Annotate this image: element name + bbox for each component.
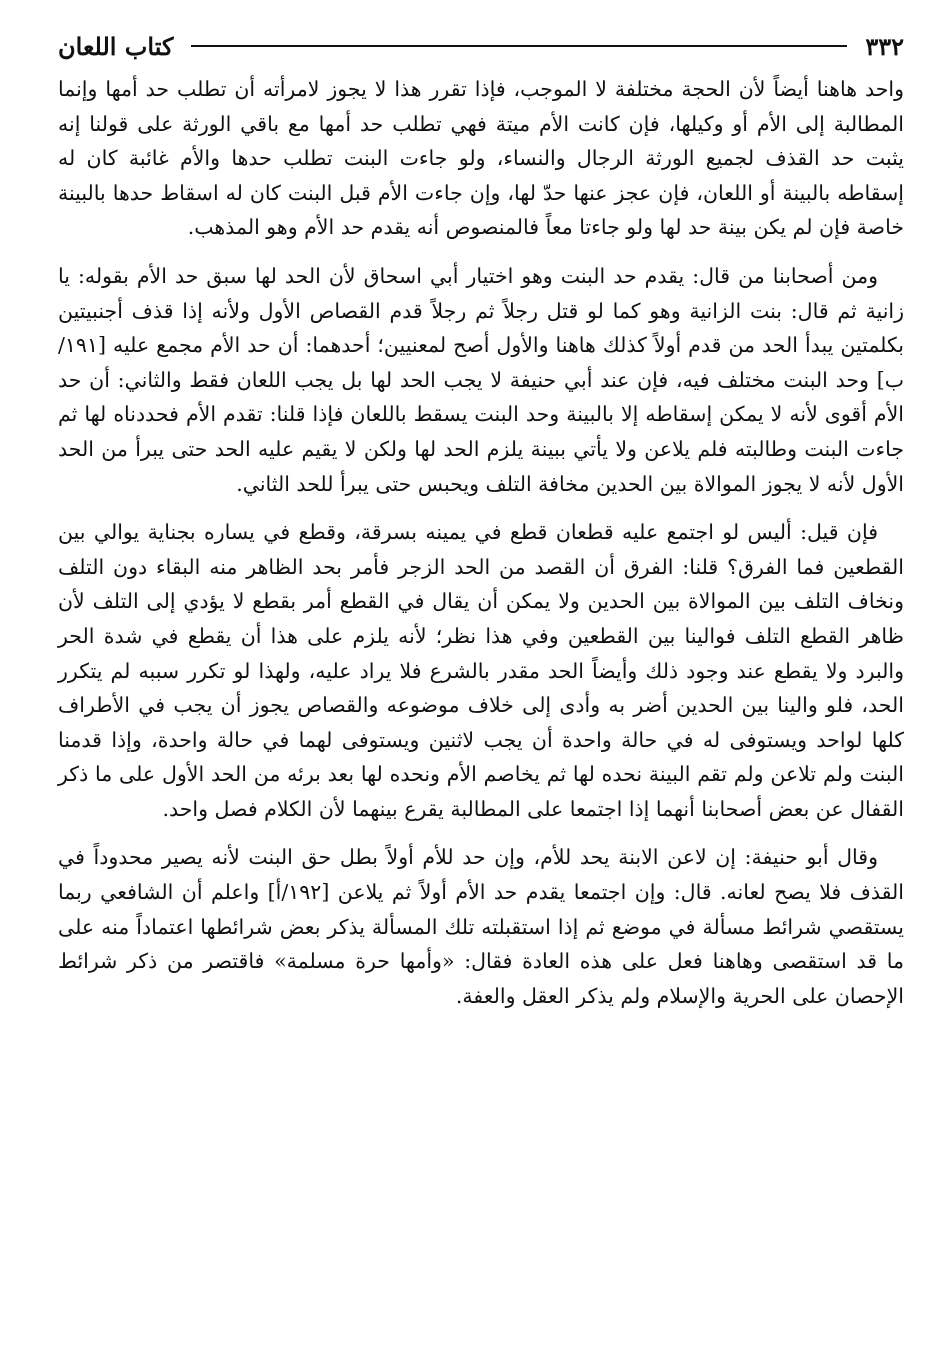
running-title: كتاب اللعان: [58, 31, 174, 61]
header-rule: [191, 45, 847, 47]
page-number: ٣٣٢: [865, 31, 904, 61]
paragraph-1: واحد هاهنا أيضاً لأن الحجة مختلفة لا الموجب، فإذا تقرر هذا لا يجوز لامرأته أن تطلب حد أمها وإنما المطالبة إلى الأم أو وكيلها، فإن كانت الأم ميتة فهي تطلب حد أمها مع باقي الورثة على قولنا إنه يثبت حد القذف لجميع الورثة الرجال والنساء، ولو جاءت البنت تطلب حدها والأم غائبة كان له إسقاطه بالبينة أو اللعان، فإن عجز عنها حدّ لها، وإن جاءت الأم قبل البنت كان له اسقاط حدها بالبينة خاصة فإن لم يكن بينة حد لها ولو جاءتا معاً فالمنصوص أنه يقدم حد الأم وهو المذهب.: [58, 77, 904, 240]
page-body: [58, 72, 904, 1013]
book-page: [58, 26, 904, 1356]
paragraph-4: وقال أبو حنيفة: إن لاعن الابنة يحد للأم، وإن حد للأم أولاً بطل حق البنت لأنه يصير محدوداً في القذف فلا يصح لعانه. قال: وإن اجتمعا يقدم حد الأم أولاً ثم يلاعن [١٩٢/أ] واعلم أن الشافعي ربما يستقصي شرائط مسألة في موضع ثم إذا استقبلته تلك المسألة يذكر بعض شرائطها اعتماداً منه على ما قد استقصى وهاهنا فعل على هذه العادة فقال: «وأمها حرة مسلمة» فاقتصر من ذكر شرائط الإحصان على الحرية والإسلام ولم يذكر العقل والعفة.: [58, 845, 904, 1008]
paragraph-3: فإن قيل: أليس لو اجتمع عليه قطعان قطع في يمينه بسرقة، وقطع في يساره بجناية يوالي بين القطعين فما الفرق؟ قلنا: الفرق أن القصد من الحد الزجر فأمر بحد الظاهر منه البقاء دون التلف ونخاف التلف بين الموالاة بين الحدين ولا يمكن أن يقال في القطع أمر بقطع لا يؤدي إلى التلف لأن ظاهر القطع التلف فوالينا بين القطعين وفي هذا نظر؛ لأنه يلزم على هذا أن يقطع في شدة الحر والبرد ولا يقطع عند وجود ذلك وأيضاً الحد مقدر بالشرع فلا يراد عليه، ولهذا لو تكرر سببه لم يتكرر الحد، فلو والينا بين الحدين أضر به وأدى إلى خلاف موضوعه والقصاص يجوز أن يجب في الأطراف كلها لواحد ويستوفى له في حالة واحدة أن يجب لاثنين ويستوفى لهما في حالة واحدة، وإذا قدمنا البنت ولم تلاعن ولم تقم البينة نحده لها ثم يخاصم الأم ونحده لها بعد برئه من الحد الأول على ما ذكر القفال عن بعض أصحابنا أنهما إذا اجتمعا على المطالبة يقرع بينهما لأن الكلام فصل واحد.: [58, 520, 904, 821]
page-header: [58, 26, 904, 66]
paragraph-2: ومن أصحابنا من قال: يقدم حد البنت وهو اختيار أبي اسحاق لأن الحد لها سبق حد الأم بقوله: يا زانية ثم قال: بنت الزانية وهو كما لو قتل رجلاً ثم رجلاً قدم القصاص الأول ولأنه إذا قذف أجنبيتين بكلمتين يبدأ الحد من قدم أولاً كذلك هاهنا والأول أصح لمعنيين؛ أحدهما: أن حد الأم مجمع عليه [١٩١/ب] وحد البنت مختلف فيه، فإن عند أبي حنيفة لا يجب الحد لها بل يجب اللعان فقط والثاني: أن حد الأم أقوى لأنه لا يمكن إسقاطه إلا بالبينة وحد البنت يسقط باللعان فإذا قلنا: تقدم الأم فحددناه لها ثم جاءت البنت وطالبته فلم يلاعن ولا يأتي ببينة يلزم الحد لها ولكن لا يقيم عليه الحد حتى يبرأ من الحد الأول لأنه لا يجوز الموالاة بين الحدين مخافة التلف ويحبس حتى يبرأ للحد الثاني.: [58, 263, 904, 496]
